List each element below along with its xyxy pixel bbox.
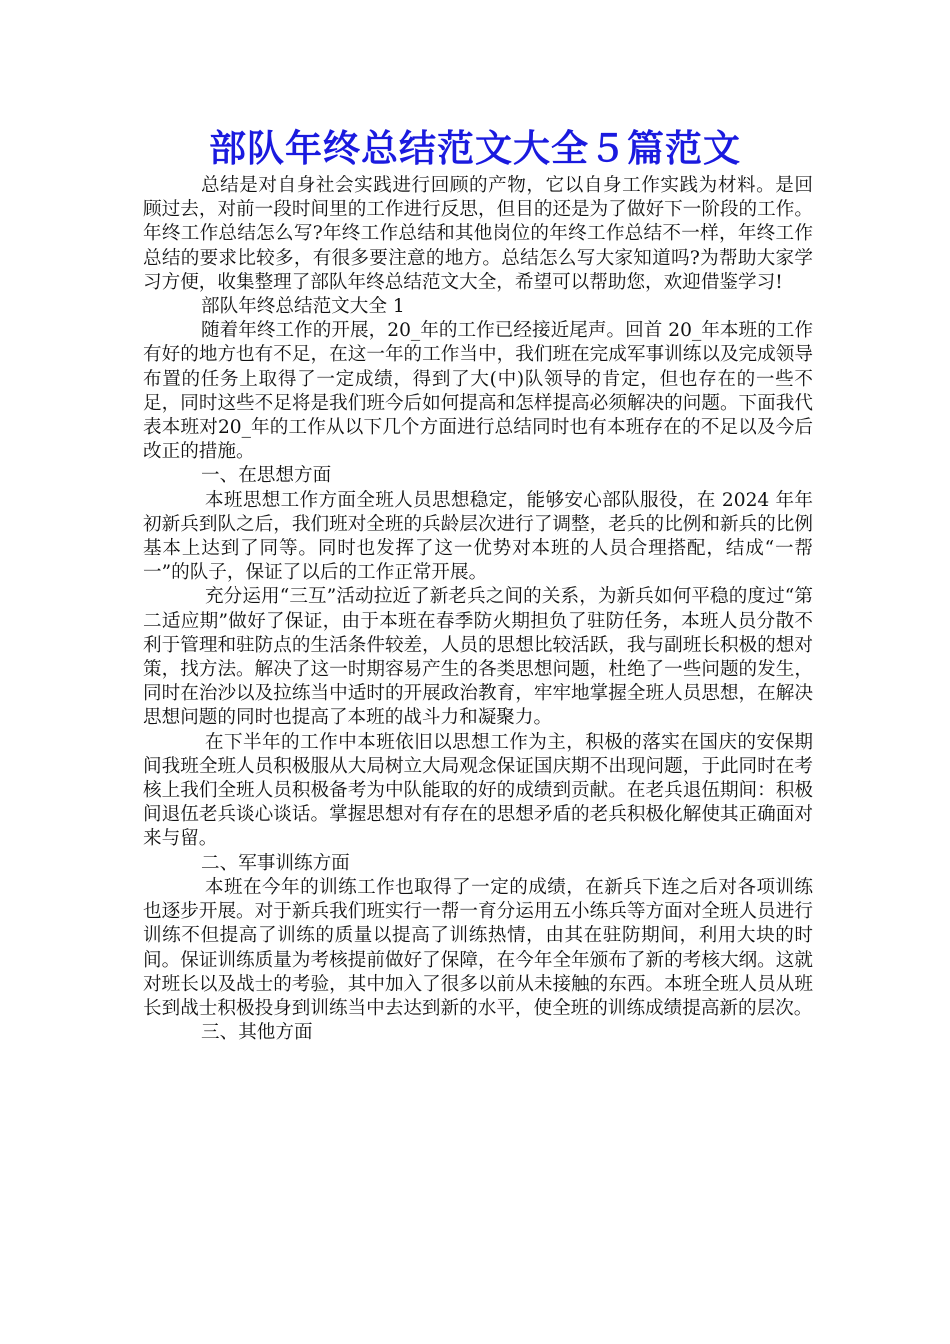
body-paragraph: 随着年终工作的开展，20_年的工作已经接近尾声。回首 20_年本班的工作有好的地方也有不足，在这一年的工作当中，我们班在完成军事训练以及完成领导布置的任务上取得了一定成绩，得到了大(中)队领导的肯定，但也存在的一些不足，同时这些不足将是我们班今后如何提高和怎样提高必须解决的问题。下面我代表本班对20_年的工作从以下几个方面进行总结同时也有本班存在的不足以及今后改正的措施。 <box>143 320 813 463</box>
section-heading-thought: 一、在思想方面 <box>201 465 332 487</box>
body-paragraph: 本班思想工作方面全班人员思想稳定，能够安心部队服役，在 2024 年年初新兵到队之后，我们班对全班的兵龄层次进行了调整，老兵的比例和新兵的比例基本上达到了同等。同时也发挥了这一优势对本班的人员合理搭配，结成“一帮一”的队子，保证了以后的工作正常开展。 <box>143 489 813 584</box>
document-body <box>143 174 813 1045</box>
section-heading-military-training: 二、军事训练方面 <box>201 852 350 874</box>
document-title: 部队年终总结范文大全５篇范文 <box>209 126 741 170</box>
intro-paragraph: 总结是对自身社会实践进行回顾的产物，它以自身工作实践为材料。是回顾过去，对前一段时间里的工作进行反思，但目的还是为了做好下一阶段的工作。年终工作总结怎么写?年终工作总结和其他岗位的年终工作总结不一样，年终工作总结的要求比较多，有很多要注意的地方。总结怎么写大家知道吗?为帮助大家学习方便，收集整理了部队年终总结范文大全，希望可以帮助您，欢迎借鉴学习! <box>143 175 813 293</box>
body-paragraph: 在下半年的工作中本班依旧以思想工作为主，积极的落实在国庆的安保期间我班全班人员积极服从大局树立大局观念保证国庆期不出现问题，于此同时在考核上我们全班人员积极备考为中队能取的好的成绩到贡献。在老兵退伍期间：积极间退伍老兵谈心谈话。掌握思想对有存在的思想矛盾的老兵积极化解使其正确面对来与留。 <box>143 731 813 850</box>
section-heading-sample-1: 部队年终总结范文大全 1 <box>201 296 405 318</box>
body-paragraph: 本班在今年的训练工作也取得了一定的成绩，在新兵下连之后对各项训练也逐步开展。对于新兵我们班实行一帮一育分运用五小练兵等方面对全班人员进行训练不但提高了训练的质量以提高了训练热情，由其在驻防期间，利用大块的时间。保证训练质量为考核提前做好了保障，在今年全年颁布了新的考核大纲。这就对班长以及战士的考验，其中加入了很多以前从未接触的东西。本班全班人员从班长到战士积极投身到训练当中去达到新的水平，使全班的训练成绩提高新的层次。 <box>143 876 813 1019</box>
section-heading-other: 三、其他方面 <box>201 1022 313 1044</box>
body-paragraph: 充分运用“三互”活动拉近了新老兵之间的关系，为新兵如何平稳的度过“第二适应期”做好了保证，由于本班在春季防火期担负了驻防任务，本班人员分散不利于管理和驻防点的生活条件较差，人员的思想比较活跃，我与副班长积极的想对策，找方法。解决了这一时期容易产生的各类思想问题，杜绝了一些问题的发生，同时在治沙以及拉练当中适时的开展政治教育，牢牢地掌握全班人员思想，在解决思想问题的同时也提高了本班的战斗力和凝聚力。 <box>143 586 813 729</box>
